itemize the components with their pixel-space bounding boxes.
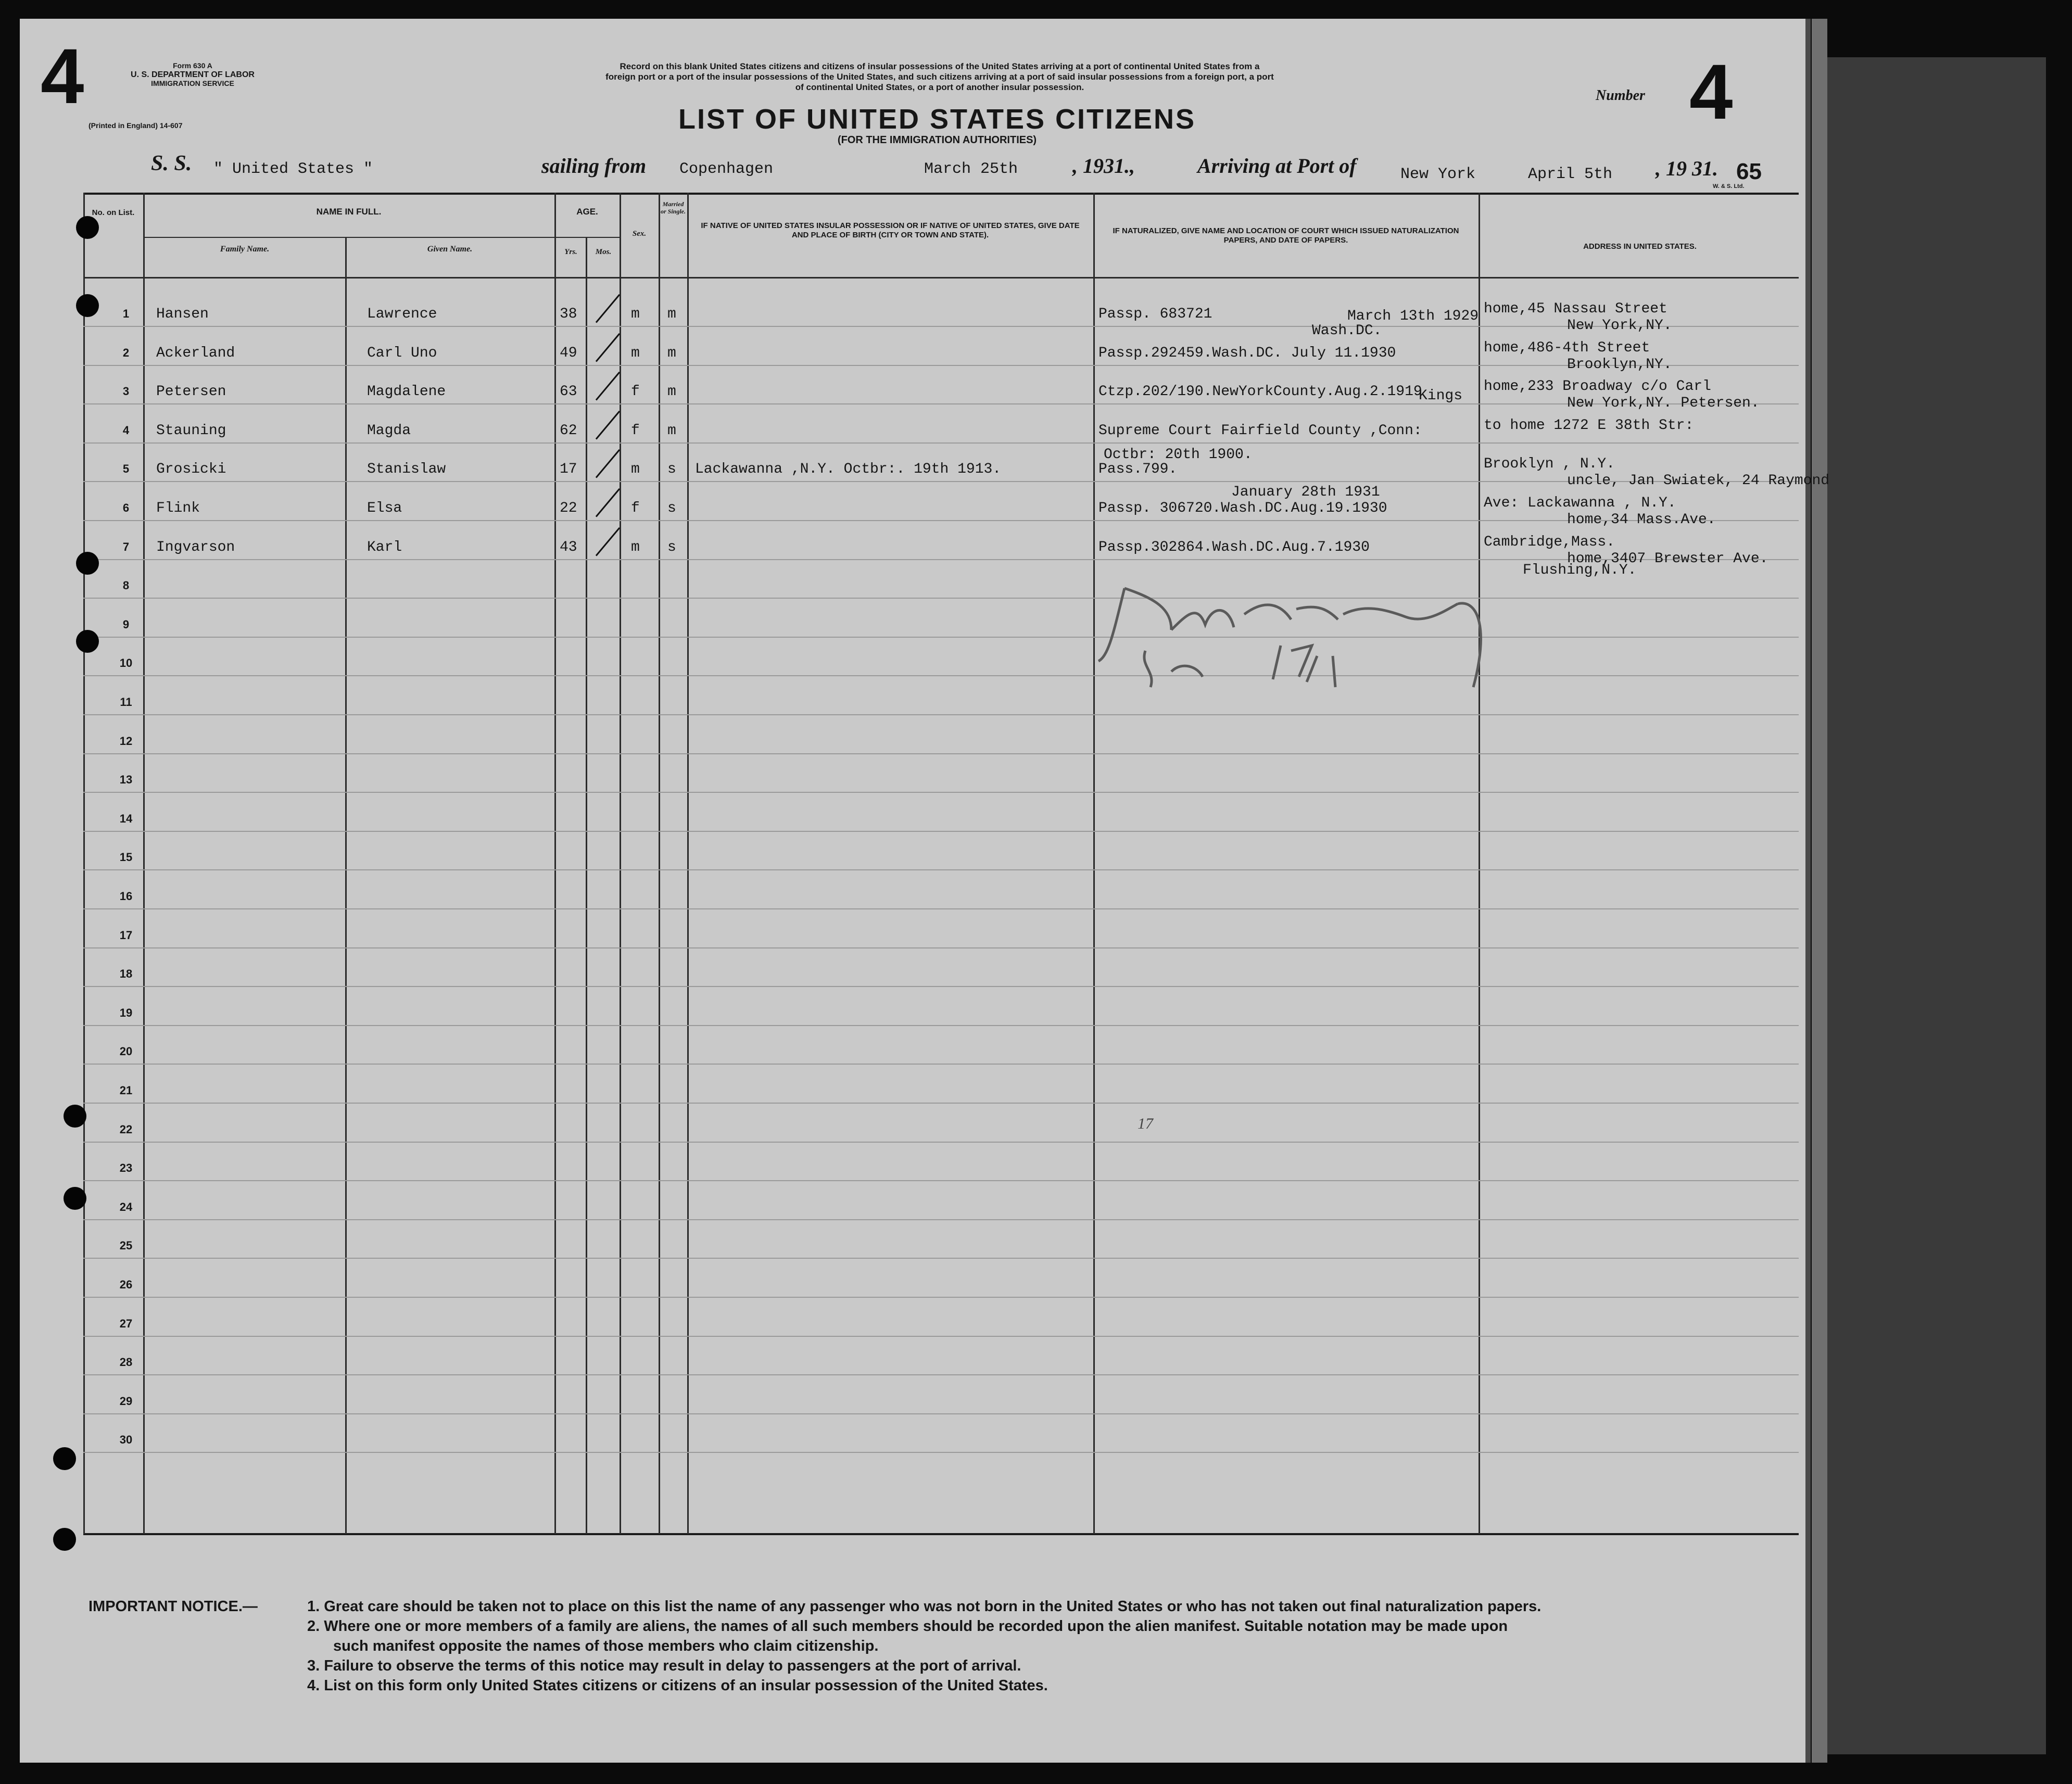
col-divider <box>1093 193 1095 1534</box>
col-address-header: ADDRESS IN UNITED STATES. <box>1583 242 1697 251</box>
row-number: 22 <box>119 1122 133 1136</box>
naturalization: Supreme Court Fairfield County ,Conn: <box>1098 422 1422 439</box>
col-divider <box>345 237 347 1534</box>
family-name: Petersen <box>156 384 226 400</box>
row-number: 6 <box>122 501 130 514</box>
row-number: 5 <box>122 462 130 476</box>
notice-item-2: 2. Where one or more members of a family are aliens, the names of all such members should be recorded upon the alien manifest. Suitable notation may be made upon <box>307 1618 1508 1635</box>
notice-label: IMPORTANT NOTICE.— <box>89 1598 258 1615</box>
table-top-border <box>83 193 1799 195</box>
page-tag: 65 <box>1736 159 1762 184</box>
row-number: 24 <box>119 1200 133 1213</box>
sailing-label: sailing from <box>541 154 647 178</box>
col-no-header: No. on List. <box>92 208 135 217</box>
row-number: 9 <box>122 617 130 631</box>
sex: m <box>631 306 640 322</box>
col-divider <box>586 237 587 1534</box>
row-rule <box>83 792 1799 793</box>
punch-hole <box>53 1447 76 1470</box>
row-number: 18 <box>119 967 133 981</box>
row-rule <box>83 1336 1799 1337</box>
col-divider <box>143 193 145 1534</box>
address-line-1: Ave: Lackawanna , N.Y. <box>1484 495 1676 511</box>
address-line-2: home,34 Mass.Ave. <box>1567 512 1716 528</box>
row-rule <box>83 1103 1799 1104</box>
row-rule <box>83 326 1799 327</box>
form-service: IMMIGRATION SERVICE <box>151 79 234 87</box>
row-number: 7 <box>122 540 130 553</box>
address-line-2: home,3407 Brewster Ave. <box>1567 550 1768 567</box>
row-rule <box>83 442 1799 444</box>
row-number: 19 <box>119 1006 133 1019</box>
year-to: , 19 31. <box>1656 157 1718 180</box>
header-note-line-1: Record on this blank United States citizens and citizens of insular possessions of the United States arriving at a port of continental United States from a <box>620 61 1260 71</box>
naturalization: Passp. 683721 <box>1098 306 1212 322</box>
row-rule <box>83 869 1799 870</box>
col-yrs-header: Yrs. <box>564 248 577 256</box>
page-number-right: 4 <box>1689 48 1733 135</box>
age-years: 49 <box>560 345 577 361</box>
margin-mark: 17 <box>1138 1115 1153 1132</box>
notice-item-2-cont: such manifest opposite the names of those members who claim citizenship. <box>333 1638 879 1654</box>
address-line-1: Brooklyn , N.Y. <box>1484 456 1615 473</box>
row-number: 27 <box>119 1317 133 1330</box>
given-name: Magda <box>367 422 411 439</box>
family-name: Flink <box>156 500 200 516</box>
row-number: 3 <box>122 385 130 398</box>
row-rule <box>83 1180 1799 1181</box>
row-number: 12 <box>119 734 133 748</box>
row-number: 26 <box>119 1278 133 1291</box>
nat-top-row-3: Kings <box>1419 388 1463 404</box>
row-number: 8 <box>122 579 130 592</box>
col-divider <box>620 193 621 1534</box>
col-divider <box>554 193 556 1534</box>
punch-hole <box>76 630 99 653</box>
signature-name <box>1104 609 1107 610</box>
nat-detail-row-1: Wash.DC. <box>1312 323 1382 339</box>
address-line-2: Brooklyn,NY. <box>1567 356 1672 373</box>
notice-item-1: 1. Great care should be taken not to place on this list the name of any passenger who was not born in the United States or who has not taken out final naturalization papers. <box>307 1598 1542 1615</box>
row-rule <box>83 908 1799 909</box>
given-name: Karl <box>367 539 402 555</box>
row-rule <box>83 520 1799 521</box>
naturalization: Passp.302864.Wash.DC.Aug.7.1930 <box>1098 539 1370 555</box>
punch-hole <box>76 216 99 239</box>
naturalization: Passp.292459.Wash.DC. July 11.1930 <box>1098 345 1396 361</box>
row-rule <box>83 1258 1799 1259</box>
family-name: Ingvarson <box>156 539 235 555</box>
port-to: New York <box>1400 166 1476 183</box>
punch-hole <box>64 1105 86 1128</box>
age-years: 22 <box>560 500 577 516</box>
row-number: 14 <box>119 812 133 825</box>
naturalization: Pass.799. <box>1098 461 1178 478</box>
printed-note: (Printed in England) 14-607 <box>89 121 183 130</box>
row-number: 11 <box>120 695 132 708</box>
col-divider <box>83 193 85 1534</box>
ss-label: S. S. <box>151 151 192 175</box>
given-name: Carl Uno <box>367 345 437 361</box>
printer-mark: W. & S. Ltd. <box>1713 183 1745 189</box>
page-number-left: 4 <box>41 32 84 120</box>
header-note-line-2: foreign port or a port of the insular possessions of the United States, and such citizens arriving at a port of said insular possessions from a foreign port, a port <box>605 72 1274 82</box>
manifest-sheet <box>20 19 1811 1763</box>
address-line-1: home,45 Nassau Street <box>1484 301 1667 317</box>
punch-hole <box>76 294 99 317</box>
row-rule <box>83 753 1799 754</box>
family-name: Hansen <box>156 306 209 322</box>
table-bottom-border <box>83 1533 1799 1535</box>
notice-item-4: 4. List on this form only United States citizens or citizens of an insular possession of the United States. <box>307 1677 1048 1694</box>
given-name: Stanislaw <box>367 461 446 478</box>
date-from: March 25th <box>924 160 1018 178</box>
row-number: 2 <box>122 346 130 359</box>
family-name: Stauning <box>156 422 226 439</box>
punch-hole <box>64 1187 86 1210</box>
marital-status: s <box>667 461 676 478</box>
age-years: 63 <box>560 384 577 400</box>
row-rule <box>83 559 1799 560</box>
row-rule <box>83 1219 1799 1220</box>
row-number: 21 <box>119 1084 133 1097</box>
sex: f <box>631 422 640 439</box>
row-rule <box>83 481 1799 482</box>
row-number: 16 <box>119 890 133 903</box>
subheader-rule <box>143 237 620 238</box>
row-rule <box>83 1142 1799 1143</box>
row-number: 13 <box>119 773 133 787</box>
col-native-header: IF NATIVE OF UNITED STATES INSULAR POSSESSION OR IF NATIVE OF UNITED STATES, GIVE DATE AND PLACE OF BIRTH (CITY OR TOWN AND STATE). <box>701 221 1080 239</box>
col-married-header: Married or Single. <box>660 200 686 215</box>
page-title: LIST OF UNITED STATES CITIZENS <box>678 104 1196 135</box>
given-name: Magdalene <box>367 384 446 400</box>
sex: m <box>631 461 640 478</box>
col-divider <box>687 193 689 1534</box>
form-block <box>104 61 281 88</box>
marital-status: m <box>667 306 676 322</box>
adjacent-page <box>1827 57 2046 1754</box>
punch-hole <box>76 552 99 575</box>
given-name: Lawrence <box>367 306 437 322</box>
naturalization: Passp. 306720.Wash.DC.Aug.19.1930 <box>1098 500 1387 516</box>
col-age-header: AGE. <box>576 207 598 217</box>
date-to: April 5th <box>1528 166 1613 183</box>
birth-place: Lackawanna ,N.Y. Octbr:. 19th 1913. <box>695 461 1002 478</box>
row-rule <box>83 598 1799 599</box>
sex: m <box>631 539 640 555</box>
nat-top-row-1: March 13th 1929 <box>1347 308 1479 324</box>
sex: m <box>631 345 640 361</box>
header-note <box>406 61 1473 93</box>
row-rule <box>83 714 1799 715</box>
col-family-header: Family Name. <box>220 245 270 254</box>
row-number: 28 <box>119 1356 133 1369</box>
row-number: 30 <box>119 1433 133 1447</box>
row-number: 4 <box>122 423 130 437</box>
number-label: Number <box>1596 87 1645 104</box>
marital-status: m <box>667 422 676 439</box>
year-prefix: , 1931., <box>1072 154 1135 178</box>
address-line-1: Cambridge,Mass. <box>1484 534 1615 550</box>
marital-status: s <box>667 500 676 516</box>
form-dept: U. S. DEPARTMENT OF LABOR <box>131 70 255 79</box>
header-bottom-rule <box>83 277 1799 279</box>
row-number: 29 <box>119 1394 133 1408</box>
address-line-1: home,486-4th Street <box>1484 339 1650 356</box>
address-line-1: home,233 Broadway c/o Carl <box>1484 378 1711 395</box>
given-name: Elsa <box>367 500 402 516</box>
row-rule <box>83 1374 1799 1375</box>
row-rule <box>83 1025 1799 1026</box>
row-number: 25 <box>119 1239 133 1252</box>
sex: f <box>631 500 640 516</box>
marital-status: s <box>667 539 676 555</box>
signature-note <box>1104 610 1106 611</box>
nat-cont-row-4: Octbr: 20th 1900. <box>1104 447 1253 463</box>
col-divider <box>659 193 660 1534</box>
address-line-2: New York,NY. Petersen. <box>1567 395 1760 412</box>
age-years: 38 <box>560 306 577 322</box>
naturalization: Ctzp.202/190.NewYorkCounty.Aug.2.1919 <box>1098 384 1422 400</box>
address-line-1: to home 1272 E 38th Str: <box>1484 417 1694 434</box>
age-years: 43 <box>560 539 577 555</box>
row-number: 20 <box>119 1045 133 1058</box>
row-rule <box>83 986 1799 987</box>
port-from: Copenhagen <box>679 160 774 178</box>
arriving-label: Arriving at Port of <box>1197 154 1357 178</box>
form-id: Form 630 A <box>173 61 212 70</box>
notice-item-3: 3. Failure to observe the terms of this notice may result in delay to passengers at the port of arrival. <box>307 1658 1021 1674</box>
address-line-2: New York,NY. <box>1567 318 1672 334</box>
ship-name: " United States " <box>213 160 373 178</box>
row-rule <box>83 1064 1799 1065</box>
col-sex-header: Sex. <box>632 230 647 238</box>
punch-hole <box>53 1528 76 1551</box>
row-rule <box>83 947 1799 948</box>
row-rule <box>83 831 1799 832</box>
row-number: 23 <box>119 1161 133 1175</box>
row-number: 1 <box>122 307 130 320</box>
page-edge <box>1812 19 1827 1763</box>
address-last: Flushing,N.Y. <box>1523 562 1637 578</box>
page-subtitle: (FOR THE IMMIGRATION AUTHORITIES) <box>837 134 1037 146</box>
inspector-signature <box>1093 567 1510 703</box>
row-number: 10 <box>119 656 133 670</box>
col-mos-header: Mos. <box>595 248 612 256</box>
family-name: Ackerland <box>156 345 235 361</box>
family-name: Grosicki <box>156 461 226 478</box>
sex: f <box>631 384 640 400</box>
row-rule <box>83 637 1799 638</box>
col-given-header: Given Name. <box>427 245 473 254</box>
row-rule <box>83 403 1799 404</box>
age-years: 62 <box>560 422 577 439</box>
address-line-2: uncle, Jan Swiatek, 24 Raymond <box>1567 473 1830 489</box>
row-number: 15 <box>119 851 133 864</box>
row-rule <box>83 1413 1799 1414</box>
marital-status: m <box>667 345 676 361</box>
row-rule <box>83 365 1799 366</box>
col-name-header: NAME IN FULL. <box>316 207 382 217</box>
row-rule <box>83 1452 1799 1453</box>
age-years: 17 <box>560 461 577 478</box>
nat-date-row-5: January 28th 1931 <box>1231 484 1380 500</box>
col-divider <box>1479 193 1480 1534</box>
col-naturalized-header: IF NATURALIZED, GIVE NAME AND LOCATION OF COURT WHICH ISSUED NATURALIZATION PAPERS, AND DATE OF PAPERS. <box>1113 226 1459 245</box>
marital-status: m <box>667 384 676 400</box>
row-number: 17 <box>119 928 133 942</box>
row-rule <box>83 1297 1799 1298</box>
header-note-line-3: of continental United States, or a port of another insular possession. <box>795 82 1084 92</box>
row-rule <box>83 675 1799 676</box>
